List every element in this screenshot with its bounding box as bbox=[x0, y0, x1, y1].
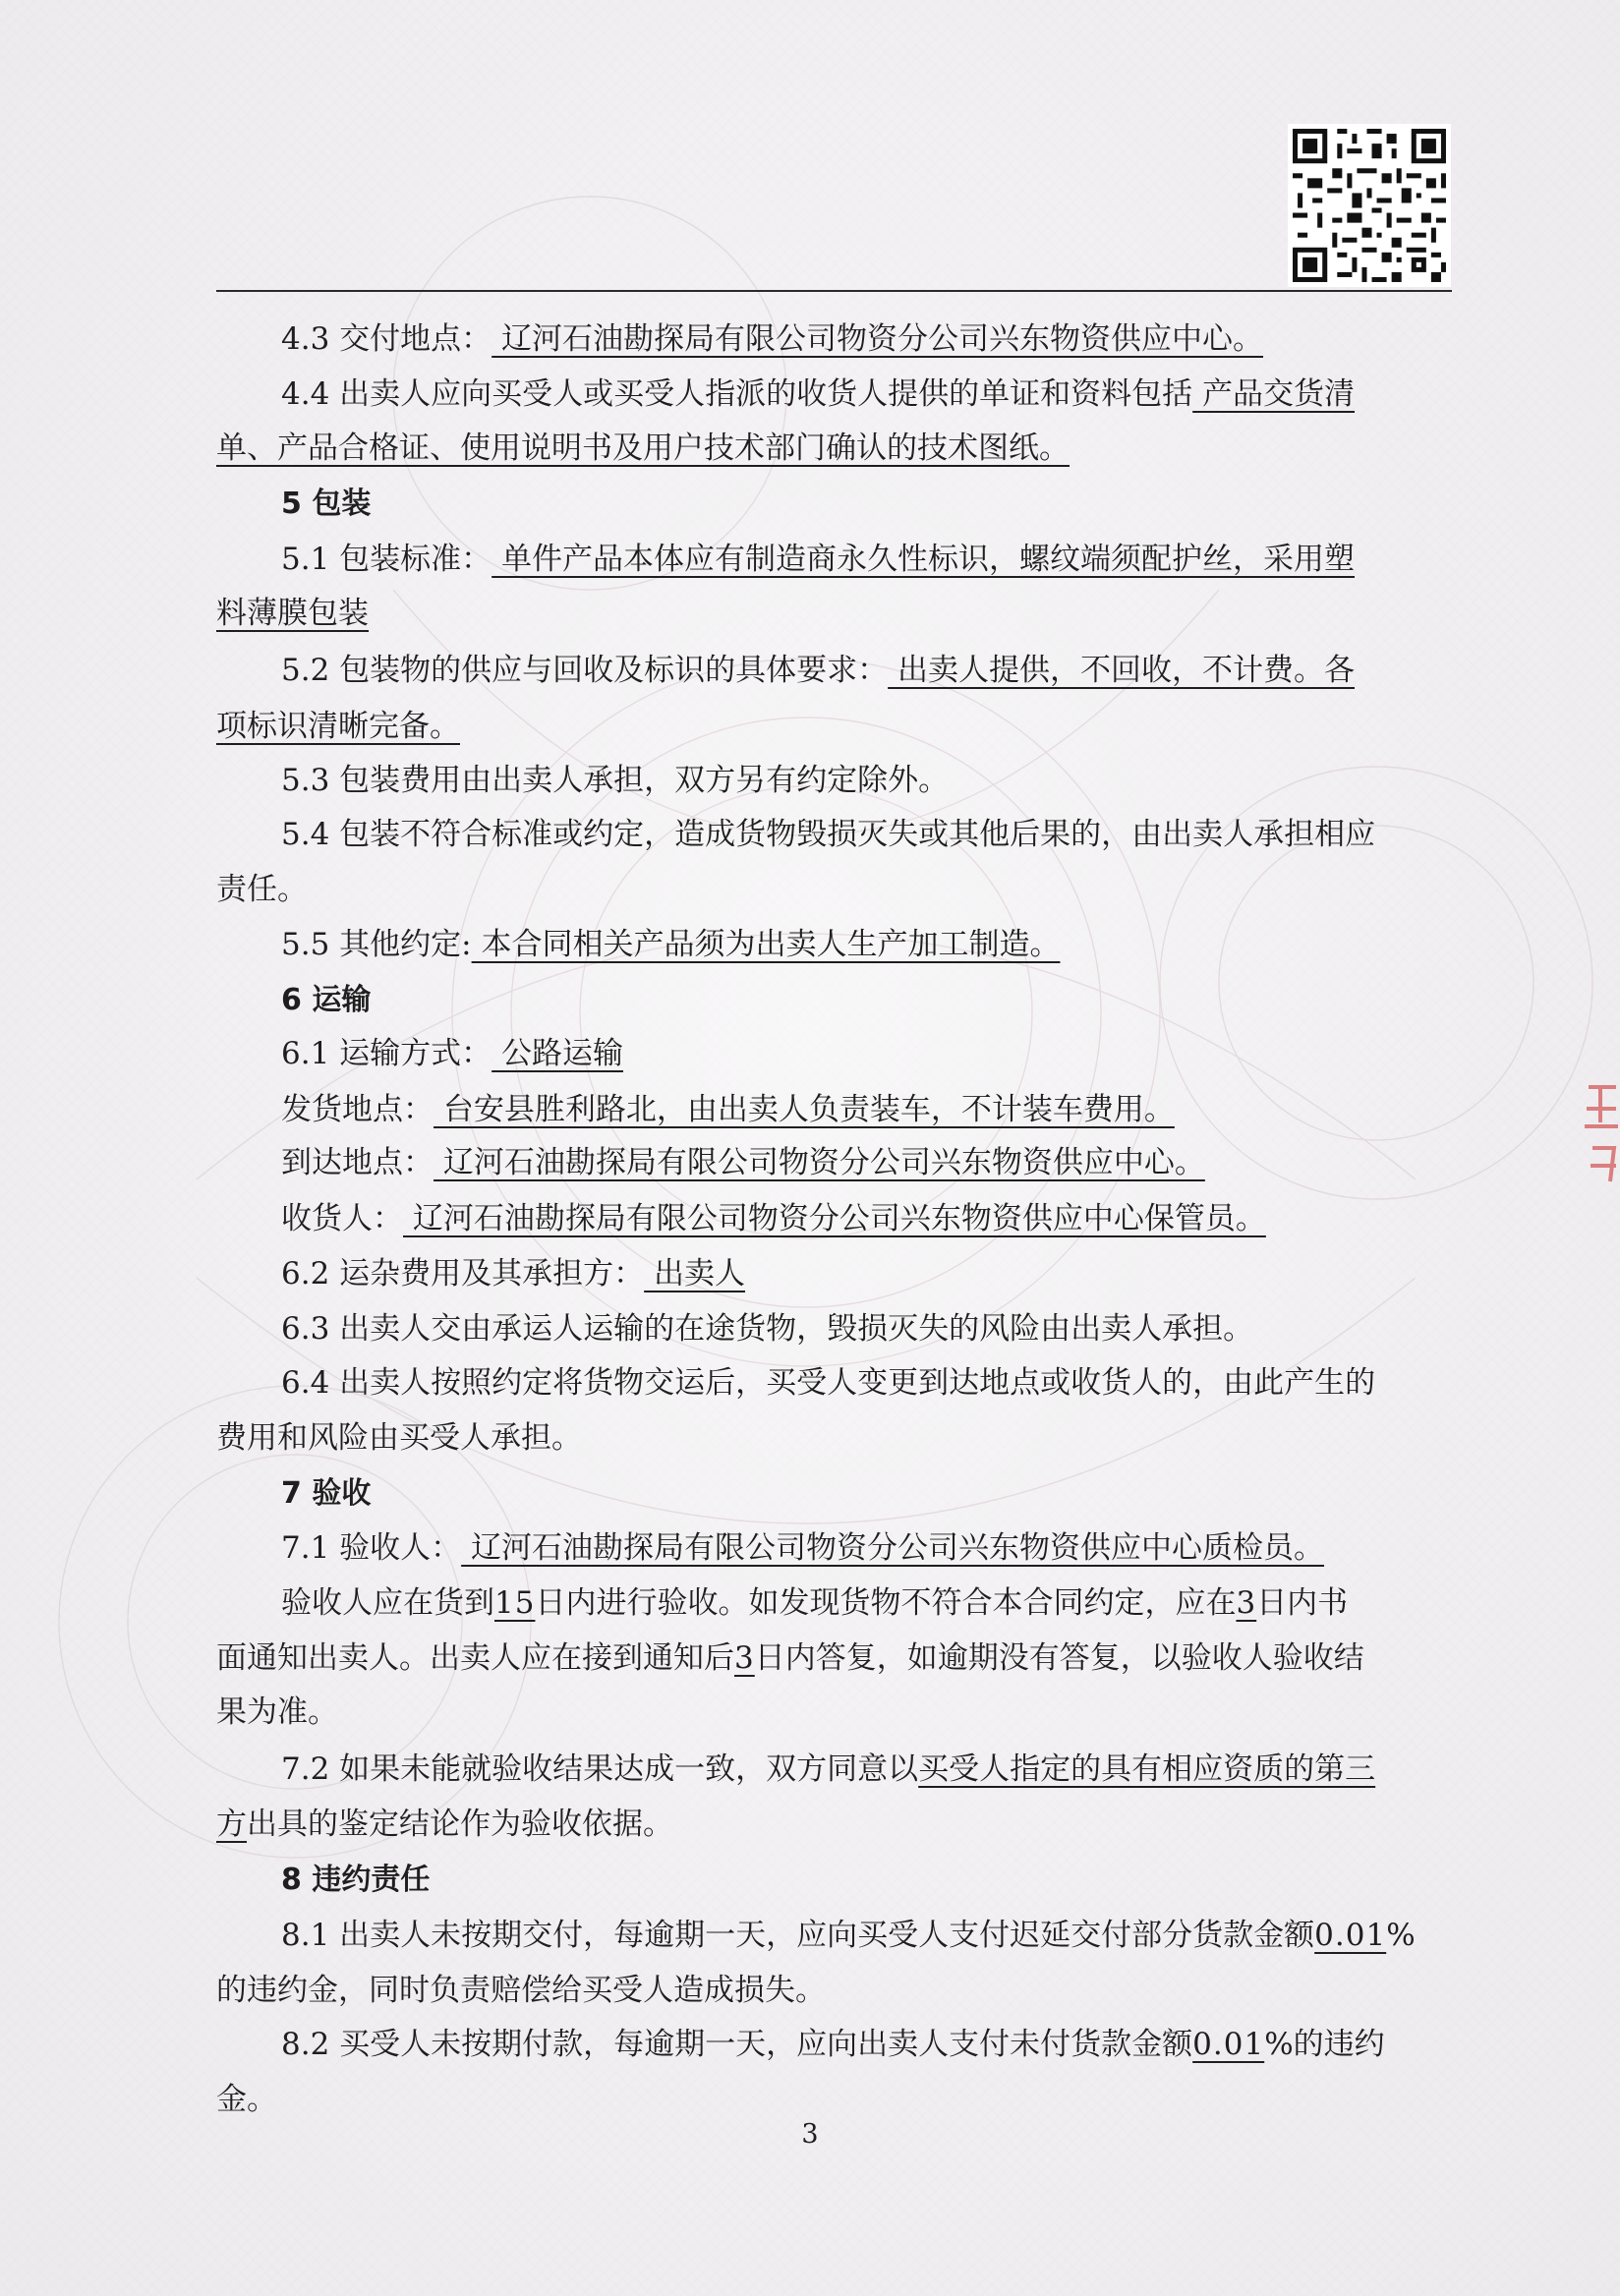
filled-field: 产品交货清 bbox=[1192, 376, 1356, 412]
heading-text: 8 违约责任 bbox=[281, 1863, 431, 1897]
header-rule bbox=[216, 290, 1452, 292]
filled-number: 0.01 bbox=[1314, 1918, 1387, 1953]
filled-field: 买受人指定的具有相应资质的第三 bbox=[918, 1751, 1376, 1787]
text-line bbox=[216, 1805, 673, 1844]
filled-field: 出卖人提供，不回收，不计费。各 bbox=[888, 653, 1356, 688]
text-line bbox=[216, 1638, 1364, 1678]
line-text: 日内进行验收。如发现货物不符合本合同约定，应在 bbox=[535, 1585, 1237, 1621]
line-text: %的违约 bbox=[1264, 2027, 1385, 2062]
text-line bbox=[281, 1254, 745, 1293]
text-line bbox=[281, 1090, 1175, 1129]
section-heading bbox=[281, 1861, 430, 1900]
filled-field: 单、产品合格证、使用说明书及用户技术部门确认的技术图纸。 bbox=[216, 430, 1070, 466]
text-line bbox=[281, 1750, 1375, 1789]
text-line bbox=[281, 1143, 1205, 1182]
filled-field: 辽河石油勘探局有限公司物资分公司兴东物资供应中心保管员。 bbox=[403, 1201, 1266, 1236]
line-text: 发货地点： bbox=[281, 1092, 434, 1127]
line-text: 4.3 交付地点： bbox=[281, 321, 492, 357]
line-text: 7.1 验收人： bbox=[281, 1530, 462, 1566]
line-text: 5.3 包装费用由出卖人承担，双方另有约定除外。 bbox=[281, 763, 950, 798]
qr-code bbox=[1288, 124, 1451, 287]
line-text: 日内答复，如逾期没有答复，以验收人验收结 bbox=[754, 1640, 1364, 1676]
line-text: 7.2 如果未能就验收结果达成一致，双方同意以 bbox=[281, 1751, 919, 1787]
filled-field: 辽河石油勘探局有限公司物资分公司兴东物资供应中心。 bbox=[434, 1145, 1205, 1180]
filled-field: 出卖人 bbox=[644, 1256, 746, 1292]
filled-number: 3 bbox=[734, 1640, 755, 1676]
text-line bbox=[281, 374, 1355, 414]
line-text: 出具的鉴定结论作为验收依据。 bbox=[247, 1807, 673, 1842]
line-text: 的违约金，同时负责赔偿给买受人造成损失。 bbox=[216, 1973, 826, 2008]
line-text: 8.1 出卖人未按期交付，每逾期一天，应向买受人支付迟延交付部分货款金额 bbox=[281, 1918, 1315, 1953]
filled-field: 辽河石油勘探局有限公司物资分公司兴东物资供应中心质检员。 bbox=[461, 1530, 1325, 1566]
section-heading bbox=[281, 981, 371, 1020]
line-text: 6.3 出卖人交由承运人运输的在途货物，毁损灭失的风险由出卖人承担。 bbox=[281, 1311, 1254, 1347]
filled-number: 3 bbox=[1236, 1585, 1257, 1621]
filled-field: 本合同相关产品须为出卖人生产加工制造。 bbox=[471, 927, 1061, 962]
line-text: 6.2 运杂费用及其承担方： bbox=[281, 1256, 645, 1292]
line-text: 到达地点： bbox=[281, 1145, 434, 1180]
line-text: 收货人： bbox=[281, 1201, 403, 1236]
line-text: 验收人应在货到 bbox=[281, 1585, 494, 1621]
line-text: 责任。 bbox=[216, 872, 308, 907]
filled-field: 项标识清晰完备。 bbox=[216, 709, 460, 744]
text-line bbox=[216, 594, 369, 633]
text-line bbox=[281, 815, 1375, 854]
filled-field: 料薄膜包装 bbox=[216, 596, 369, 631]
text-line bbox=[216, 1971, 826, 2010]
text-line bbox=[281, 1583, 1348, 1623]
line-text: 6.4 出卖人按照约定将货物交运后，买受人变更到达地点或收货人的，由此产生的 bbox=[281, 1365, 1376, 1401]
text-line bbox=[216, 429, 1070, 468]
text-line bbox=[281, 1309, 1253, 1349]
filled-field: 台安县胜利路北，由出卖人负责装车，不计装车费用。 bbox=[434, 1092, 1175, 1127]
heading-text: 7 验收 bbox=[281, 1476, 372, 1511]
section-heading bbox=[281, 1474, 371, 1514]
text-line bbox=[216, 707, 460, 746]
text-line bbox=[281, 761, 949, 800]
filled-field: 方 bbox=[216, 1807, 247, 1842]
line-text: 面通知出卖人。出卖人应在接到通知后 bbox=[216, 1640, 734, 1676]
filled-field: 公路运输 bbox=[492, 1036, 624, 1071]
line-text: 日内书 bbox=[1256, 1585, 1349, 1621]
text-line bbox=[281, 1916, 1416, 1955]
text-line bbox=[281, 1199, 1266, 1238]
filled-field: 单件产品本体应有制造商永久性标识，螺纹端须配护丝，采用塑 bbox=[492, 542, 1356, 577]
text-line bbox=[216, 1693, 338, 1732]
text-line bbox=[281, 1528, 1324, 1568]
line-text: 5.1 包装标准： bbox=[281, 542, 492, 577]
filled-number: 0.01 bbox=[1192, 2027, 1265, 2062]
line-text: 果为准。 bbox=[216, 1694, 338, 1730]
text-line bbox=[281, 540, 1355, 579]
line-text: 5.4 包装不符合标准或约定，造成货物毁损灭失或其他后果的，由出卖人承担相应 bbox=[281, 817, 1376, 852]
line-text: 5.2 包装物的供应与回收及标识的具体要求： bbox=[281, 653, 889, 688]
text-line bbox=[281, 319, 1263, 359]
seal-edge-mark bbox=[1571, 1079, 1620, 1197]
text-line bbox=[216, 870, 308, 909]
text-line bbox=[281, 2025, 1385, 2064]
text-line bbox=[216, 1418, 582, 1458]
heading-text: 6 运输 bbox=[281, 983, 372, 1017]
heading-text: 5 包装 bbox=[281, 487, 372, 521]
line-text: 费用和风险由买受人承担。 bbox=[216, 1420, 582, 1456]
text-line bbox=[281, 1034, 623, 1073]
line-text: % bbox=[1386, 1918, 1416, 1953]
text-line bbox=[281, 1363, 1375, 1403]
line-text: 8.2 买受人未按期付款，每逾期一天，应向出卖人支付未付货款金额 bbox=[281, 2027, 1193, 2062]
line-text: 5.5 其他约定: bbox=[281, 927, 472, 962]
text-line bbox=[281, 651, 1355, 690]
line-text: 6.1 运输方式： bbox=[281, 1036, 492, 1071]
line-text: 4.4 出卖人应向买受人或买受人指派的收货人提供的单证和资料包括 bbox=[281, 376, 1193, 412]
filled-number: 15 bbox=[494, 1585, 536, 1621]
line-text: 金。 bbox=[216, 2082, 277, 2117]
filled-field: 辽河石油勘探局有限公司物资分公司兴东物资供应中心。 bbox=[492, 321, 1264, 357]
section-heading bbox=[281, 485, 371, 524]
text-line bbox=[281, 925, 1060, 964]
page-number: 3 bbox=[801, 2119, 819, 2150]
text-line bbox=[216, 2080, 277, 2119]
